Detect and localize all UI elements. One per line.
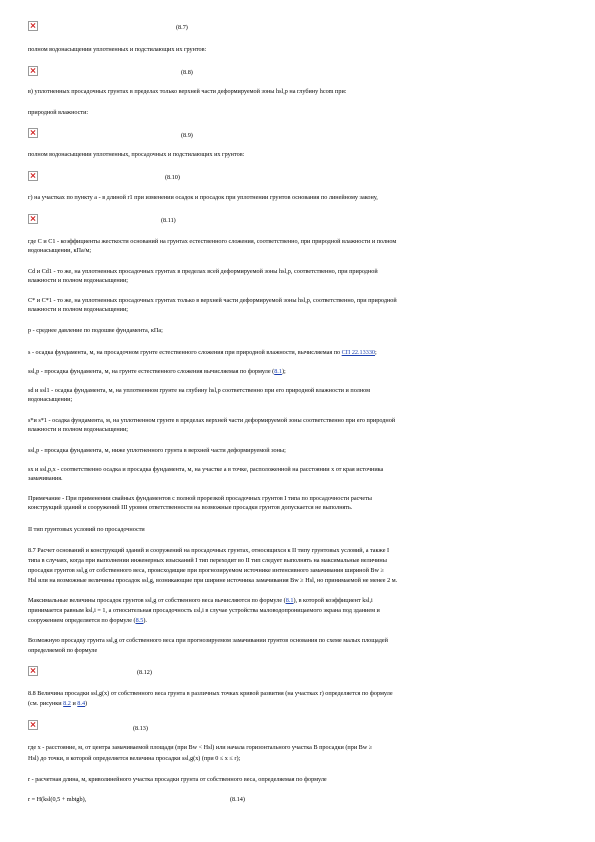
text-line: типа в случаях, когда при выполнении инженерных изысканий I тип переходит во II тип следует выполнять на максимальные величины <box>28 557 387 564</box>
equation-number: (8.13) <box>133 725 148 732</box>
text-segment: сооружением определяется по формуле ( <box>28 617 136 624</box>
text-segment: ssl,p - просадка фундамента, м, на грунте естественного сложения вычисляемая по формуле ( <box>28 368 275 375</box>
formula-link-8-1[interactable]: 8.1 <box>285 597 294 604</box>
text-line: полном водонасыщении уплотненных и подстилающих их грунтов: <box>28 46 207 53</box>
text-segment: ). <box>143 617 147 624</box>
broken-image-icon <box>28 21 38 31</box>
text-line: принимается равным ksl,i = 1, а относительная просадочность εsl,i в случае устройства маловодопроницаемого экрана под зданием и <box>28 607 380 614</box>
text-line <box>28 699 568 708</box>
text-line: водонасыщении, кПа/м; <box>28 247 92 254</box>
broken-image-icon <box>28 720 38 730</box>
reference-link-sp-22[interactable]: СП 22.13330 <box>341 349 376 356</box>
text-line: замачивания. <box>28 475 63 482</box>
text-line: Возможную просадку грунта ssl,g от собственного веса при прогнозируемом замачивании грунтов основания по схеме малых площадей <box>28 637 388 644</box>
equation-number: (8.12) <box>137 669 152 676</box>
formula-link-8-1[interactable]: 8.1 <box>274 368 282 375</box>
text-line: r - расчетная длина, м, криволинейного участка просадки грунта от собственного веса, определяемая по формуле <box>28 776 327 783</box>
equation-number: (8.7) <box>176 24 188 31</box>
equation-number: (8.10) <box>165 174 180 181</box>
note-line: конструкций зданий и сооружений III уровня ответственности на возможные просадки грунтов допускается не выполнять. <box>28 504 353 511</box>
figure-link-8-4[interactable]: 8.4 <box>77 700 86 707</box>
text-line: полном водонасыщении уплотненных, просадочных и подстилающих их грунтов: <box>28 151 245 158</box>
broken-image-icon <box>28 214 38 224</box>
note-line: Примечание - При применении свайных фундаментов с полной прорезкой просадочных грунтов I типа по просадочности расчеты <box>28 495 372 502</box>
equation-number: (8.14) <box>230 796 245 803</box>
text-line: влажности и полном водонасыщении; <box>28 426 128 433</box>
text-segment: s - осадка фундамента, м, на просадочном грунте естественного сложения при природной влажности, вычисляемая по <box>28 349 342 356</box>
text-line: 8.7 Расчет оснований и конструкций зданий и сооружений на просадочных грунтах, относящихся к II типу грунтовых условий, а также I <box>28 547 390 554</box>
text-line: Cd и Cd1 - то же, на уплотненных просадочных грунтах в пределах всей деформируемой зоны hsl,p, соответственно, при природной <box>28 268 378 275</box>
text-line <box>28 616 568 625</box>
text-line: 8.8 Величина просадки ssl,g(x) от собственного веса грунта в различных точках кривой развития (на участках r) определяется по формуле <box>28 690 393 697</box>
text-segment: ; <box>375 349 377 356</box>
text-line: s*и s*1 - осадка фундамента, м, на уплотненном грунте в пределах верхней части деформируемой зоны соответственно при его природной <box>28 417 396 424</box>
text-line <box>28 596 568 605</box>
broken-image-icon <box>28 66 38 76</box>
text-segment: и <box>70 700 78 707</box>
text-line: влажности и полном водонасыщении; <box>28 306 128 313</box>
equation-number: (8.9) <box>181 132 193 139</box>
text-line: влажности и полном водонасыщении; <box>28 277 128 284</box>
text-line: где x - расстояние, м, от центра замачиваемой площади (при Bw < Hsl) или начала горизонтального участка В просадки (при Bw ≥ <box>28 744 373 751</box>
text-line <box>28 348 568 357</box>
text-line: где С и С1 - коэффициенты жесткости оснований на грунтах естественного сложения, соответственно, при природной влажности и полном <box>28 238 397 245</box>
text-segment: (см. рисунки <box>28 700 64 707</box>
figure-link-8-2[interactable]: 8.2 <box>63 700 71 707</box>
section-heading: II тип грунтовых условий по просадочности <box>28 526 145 533</box>
text-line <box>28 367 568 376</box>
text-segment: ), в которой коэффициент ksl,i <box>293 597 373 604</box>
text-line: C* и C*1 - то же, на уплотненных просадочных грунтах только в верхней части деформируемой зоны hsl,p, соответственно, при природной <box>28 297 397 304</box>
text-line: в) уплотненных просадочных грунтах в пределах только верхней части деформируемой зоны hsl,p на глубину hcom при: <box>28 88 347 95</box>
text-line: ssl,p - просадка фундамента, м, ниже уплотненного грунта в верхней части деформируемой зоны; <box>28 447 286 454</box>
equation-number: (8.11) <box>161 217 176 224</box>
text-segment: Максимальные величины просадок грунтов ssl,g от собственного веса вычисляются по формуле ( <box>28 597 286 604</box>
broken-image-icon <box>28 666 38 676</box>
text-line: г) на участках по пункту а - в длиной r1 при изменении осадок и просадок при уплотнении грунтов основания по линейному закону, <box>28 194 378 201</box>
text-line: просадки грунтов ssl,g от собственного веса, происходящие при прогнозируемом источнике интенсивного замачивания шириной Bw ≥ <box>28 567 384 574</box>
text-segment: ) <box>85 700 88 707</box>
text-line: Hsl или на возможные величины просадок ssl,g, возникающие при ширине источника замачивания Bw ≥ Hsl, но принимаемой не менее 2 м. <box>28 577 398 584</box>
formula-link-8-5[interactable]: 8.5 <box>135 617 144 624</box>
equation-number: (8.8) <box>181 69 193 76</box>
text-line: sx и ssl,p,x - соответственно осадка и просадка фундамента, м, на участке а в точке, расположенной на расстоянии x от края источника <box>28 466 384 473</box>
text-line: природной влажности: <box>28 109 89 116</box>
broken-image-icon <box>28 171 38 181</box>
text-line: р - среднее давление по подошве фундамента, кПа; <box>28 327 163 334</box>
text-line: Hsl) до точки, в которой определяется величина просадки ssl,g(x) (при 0 ≤ x ≤ r); <box>28 755 241 762</box>
text-segment: ); <box>281 368 286 375</box>
text-line: sd и ssl1 - осадка фундамента, м, на уплотненном грунте на глубину hsl,p соответственно при его природной влажности и полном <box>28 387 371 394</box>
formula-line: r = H(ksl(0,5 + mbtgb), <box>28 796 87 803</box>
text-line: водонасыщении; <box>28 396 73 403</box>
text-line: определяемой по формуле <box>28 647 98 654</box>
broken-image-icon <box>28 128 38 138</box>
